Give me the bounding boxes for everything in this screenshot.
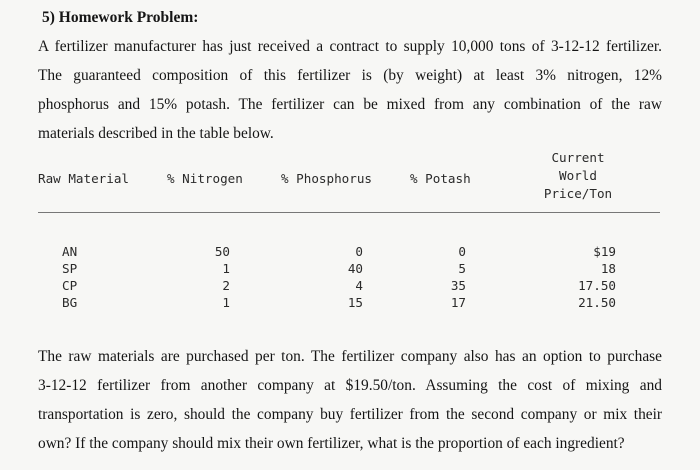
question-line: 3-12-12 fertilizer from another company at $19.50/ton. Assuming the cost of mixing and — [38, 377, 662, 394]
cell-price: 17.50 — [578, 278, 616, 293]
cell-potash: 5 — [458, 261, 466, 276]
cell-material: BG — [62, 295, 78, 310]
header-price — [532, 149, 624, 203]
cell-nitrogen: 50 — [214, 244, 230, 259]
intro-paragraph — [38, 32, 662, 148]
price-column — [560, 243, 616, 311]
table-divider — [38, 212, 660, 213]
cell-material: SP — [62, 261, 78, 276]
cell-potash: 17 — [450, 295, 466, 310]
cell-phosphorus: 40 — [347, 261, 363, 276]
cell-nitrogen: 2 — [222, 278, 230, 293]
header-nitrogen: % Nitrogen — [167, 171, 243, 186]
question-line: transportation is zero, should the company buy fertilizer from the second company or mix their — [38, 406, 662, 423]
intro-line: The guaranteed composition of this fertilizer is (by weight) at least 3% nitrogen, 12% — [38, 67, 662, 84]
cell-nitrogen: 1 — [222, 261, 230, 276]
problem-heading: 5) Homework Problem: — [42, 9, 199, 26]
header-phosphorus: % Phosphorus — [281, 171, 372, 186]
header-potash: % Potash — [410, 171, 471, 186]
material-column — [62, 243, 77, 311]
nitrogen-column — [200, 243, 230, 311]
question-paragraph — [38, 342, 662, 458]
cell-potash: 35 — [450, 278, 466, 293]
cell-phosphorus: 0 — [355, 244, 363, 259]
header-price-line: Price/Ton — [543, 186, 613, 201]
cell-material: AN — [62, 244, 78, 259]
intro-line: A fertilizer manufacturer has just received a contract to supply 10,000 tons of 3-12-12 fertilizer. — [38, 38, 662, 55]
cell-price: 18 — [600, 261, 616, 276]
phosphorus-column — [333, 243, 363, 311]
cell-material: CP — [62, 278, 78, 293]
header-raw-material: Raw Material — [38, 171, 129, 186]
cell-nitrogen: 1 — [222, 295, 230, 310]
intro-line: materials described in the table below. — [38, 125, 274, 142]
cell-phosphorus: 4 — [355, 278, 363, 293]
cell-phosphorus: 15 — [347, 295, 363, 310]
header-price-line: World — [559, 168, 597, 183]
header-price-line: Current — [551, 150, 605, 165]
potash-column — [436, 243, 466, 311]
question-line: own? If the company should mix their own fertilizer, what is the proportion of each ingredient? — [38, 435, 625, 452]
cell-price: 21.50 — [578, 295, 616, 310]
cell-price: $19 — [593, 244, 616, 259]
question-line: The raw materials are purchased per ton. The fertilizer company also has an option to purchase — [38, 348, 662, 365]
intro-line: phosphorus and 15% potash. The fertilizer can be mixed from any combination of the raw — [38, 96, 662, 113]
cell-potash: 0 — [458, 244, 466, 259]
